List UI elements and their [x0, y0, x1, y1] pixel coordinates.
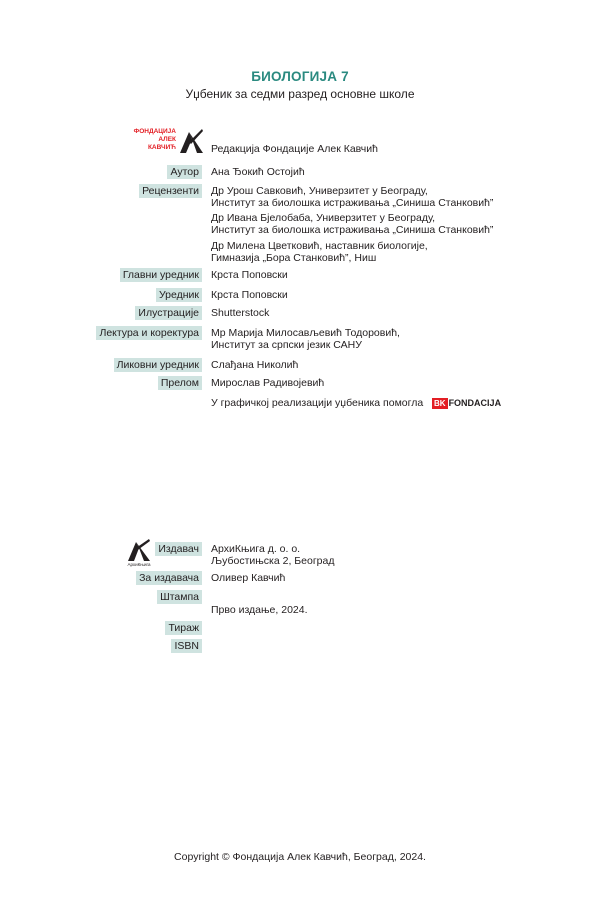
arhiknjiga-caption: АрхиКњига — [127, 562, 151, 567]
chief-editor-value: Крста Поповски — [211, 269, 288, 281]
graphic-help-text: У графичкој реализацији уџбеника помогла — [211, 397, 424, 409]
editor-label: Уредник — [156, 288, 202, 302]
copyright: Copyright © Фондација Алек Кавчић, Београд, 2024. — [174, 851, 426, 863]
layout-value: Мирослав Радивојевић — [211, 377, 325, 389]
foundation-logo — [130, 128, 204, 154]
print-label: Штампа — [157, 590, 202, 604]
ak-mark-icon — [178, 128, 204, 154]
editorial-line: Редакција Фондације Алек Кавчић — [211, 143, 378, 155]
proofreading-value: Мр Марија Милосављевић Тодоровић, Институт за српски језик САНУ — [211, 327, 400, 351]
arhi-mark-icon — [122, 538, 156, 562]
foundation-logo-text: ФОНДАЦИЈА АЛЕК КАВЧИЋ — [133, 128, 176, 151]
bk-box: BK — [434, 398, 446, 408]
author-value: Ана Ђокић Остојић — [211, 166, 305, 178]
chief-editor-label: Главни уредник — [120, 268, 202, 282]
illustrations-label: Илустрације — [135, 306, 202, 320]
reviewers-label: Рецензенти — [139, 184, 202, 198]
edition-value: Прво издање, 2024. — [211, 604, 308, 616]
editor-value: Крста Поповски — [211, 289, 288, 301]
for-publisher-label: За издавача — [136, 571, 202, 585]
proofreading-label: Лектура и коректура — [96, 326, 202, 340]
reviewer-2: Др Ивана Бјелобаба, Универзитет у Београду, Институт за биолошка истраживања „Синиша Станковић” — [211, 212, 494, 236]
page-title: БИОЛОГИЈА 7 — [251, 69, 349, 84]
reviewer-3: Др Милена Цветковић, наставник биологије, Гимназија „Бора Станковић”, Ниш — [211, 240, 428, 264]
art-editor-value: Слађана Николић — [211, 359, 299, 371]
publisher-value: АрхиКњига д. о. о. Љубостињска 2, Београд — [211, 543, 335, 567]
author-label: Аутор — [167, 165, 202, 179]
print-run-label: Тираж — [165, 621, 202, 635]
art-editor-label: Ликовни уредник — [114, 358, 202, 372]
arhiknjiga-logo — [122, 538, 156, 570]
isbn-label: ISBN — [171, 639, 202, 653]
illustrations-value: Shutterstock — [211, 307, 270, 319]
for-publisher-value: Оливер Кавчић — [211, 572, 286, 584]
reviewer-1: Др Урош Савковић, Универзитет у Београду, Институт за биолошка истраживања „Синиша Станковић” — [211, 185, 494, 209]
publisher-label: Издавач — [155, 542, 202, 556]
bk-text: FONDACIJA — [448, 398, 502, 409]
bk-fondacija-logo — [432, 397, 501, 409]
layout-label: Прелом — [158, 376, 202, 390]
page-subtitle: Уџбеник за седми разред основне школе — [185, 87, 415, 101]
